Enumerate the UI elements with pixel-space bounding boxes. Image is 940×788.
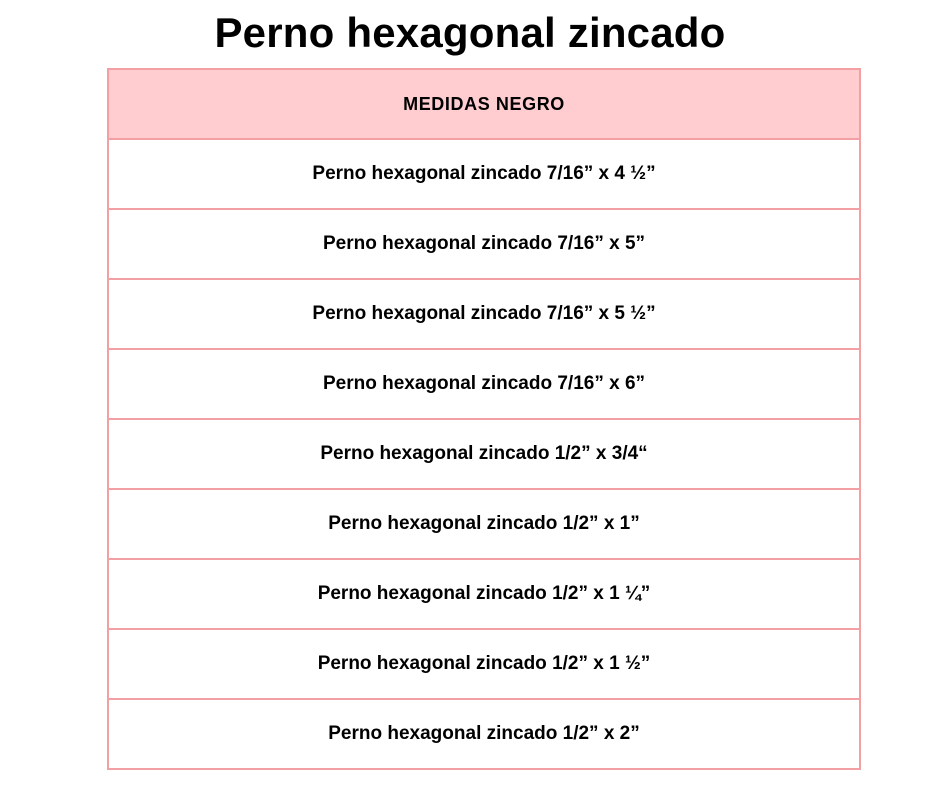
product-table <box>107 68 861 770</box>
table-row <box>109 420 859 490</box>
table-cell: Perno hexagonal zincado 1/2” x 1” <box>328 513 640 534</box>
table-cell: Perno hexagonal zincado 1/2” x 1 ¼” <box>317 583 651 604</box>
table-cell: Perno hexagonal zincado 7/16” x 4 ½” <box>312 163 656 184</box>
table-cell: Perno hexagonal zincado 7/16” x 5 ½” <box>312 303 656 324</box>
table-row <box>109 280 859 350</box>
table-cell: Perno hexagonal zincado 7/16” x 6” <box>322 373 646 394</box>
table-row <box>109 560 859 630</box>
table-row <box>109 140 859 210</box>
table-header-label: MEDIDAS NEGRO <box>403 93 565 114</box>
table-row <box>109 210 859 280</box>
table-row <box>109 630 859 700</box>
table-row <box>109 490 859 560</box>
table-cell: Perno hexagonal zincado 1/2” x 3/4“ <box>320 443 648 464</box>
table-header <box>109 70 859 140</box>
table-row <box>109 700 859 770</box>
table-cell: Perno hexagonal zincado 7/16” x 5” <box>322 233 646 254</box>
table-row <box>109 350 859 420</box>
page-title: Perno hexagonal zincado <box>214 9 726 56</box>
table-cell: Perno hexagonal zincado 1/2” x 2” <box>328 723 640 744</box>
table-cell: Perno hexagonal zincado 1/2” x 1 ½” <box>317 653 651 674</box>
